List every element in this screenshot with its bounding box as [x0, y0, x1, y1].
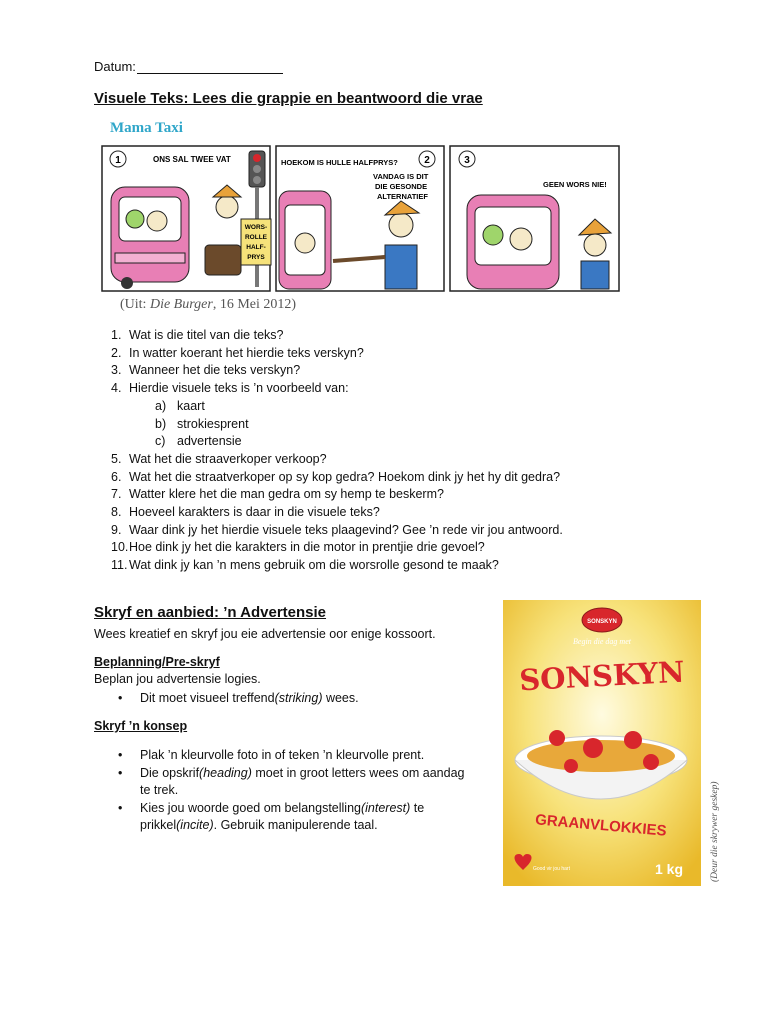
sign-line-2: ROLLE — [244, 234, 268, 241]
date-blank-line[interactable] — [137, 61, 283, 74]
caption-source: Die Burger — [149, 297, 213, 312]
panel-1-speech: ONS SAL TWEE VAT — [153, 155, 231, 164]
planning-text: Beplan jou advertensie logies. — [94, 672, 261, 686]
question-7: 7. Watter klere het die man gedra om sy hemp te beskerm? — [111, 487, 444, 502]
comic-title: Mama Taxi — [110, 120, 183, 136]
option-a: a) kaart — [155, 398, 205, 413]
planning-heading: Beplanning/Pre-skryf — [94, 655, 220, 669]
question-11: 11. Wat dink jy kan ’n mens gebruik om die worsrolle gesond te maak? — [111, 558, 499, 573]
question-5: 5. Wat het die straaverkoper verkoop? — [111, 451, 327, 466]
question-1: 1. Wat is die titel van die teks? — [111, 328, 284, 342]
cereal-product-name: GRAANVLOKKIES — [534, 811, 668, 840]
panel-2-speech-right-2: DIE GESONDE — [375, 182, 428, 191]
concept-bullet-1: • Plak ’n kleurvolle foto in of teken ’n kleurvolle prent. — [94, 747, 494, 765]
cereal-footer: Good vir jou hart — [533, 866, 570, 872]
cereal-emblem-text: SONSKYN — [587, 619, 617, 625]
panel-2-speech-right-3: ALTERNATIEF — [377, 192, 428, 201]
cereal-box-illustration — [501, 598, 727, 890]
question-6: 6. Wat het die straatverkoper op sy kop gedra? Hoekom dink jy het hy dit gedra? — [111, 469, 561, 484]
concept-heading: Skryf ’n konsep — [94, 719, 188, 733]
comic-panel-3 — [450, 146, 619, 291]
cereal-side-note: (Deur die skrywer geskep) — [710, 781, 720, 882]
sign-line-4: PRYS — [247, 254, 265, 261]
panel-1-number: 1 — [115, 155, 121, 166]
question-4: 4. Hierdie visuele teks is ’n voorbeeld van: — [111, 381, 349, 396]
section-heading-visual-text: Visuele Teks: Lees die grappie en beantwoord die vrae — [94, 90, 483, 107]
question-8: 8. Hoeveel karakters is daar in die visuele teks? — [111, 505, 380, 520]
date-label: Datum: — [94, 59, 136, 74]
panel-3-number: 3 — [464, 155, 470, 166]
caption-prefix: (Uit: — [120, 297, 150, 312]
question-10: 10. Hoe dink jy het die karakters in die motor in prentjie drie gevoel? — [111, 540, 485, 555]
cereal-brand: SONSKYN — [518, 654, 686, 698]
panel-3-speech: GEEN WORS NIE! — [543, 180, 607, 189]
comic-panel-1 — [102, 146, 271, 291]
section-heading-advertisement: Skryf en aanbied: ’n Advertensie — [94, 604, 327, 621]
sign-line-3: HALF- — [246, 244, 266, 251]
question-2: 2. In watter koerant het hierdie teks verskyn? — [111, 345, 364, 360]
comic-strip — [101, 145, 621, 293]
concept-bullet-3: • Kies jou woorde goed om belangstelling(interest) te prikkel(incite). Gebruik manipulerende taal. — [94, 800, 494, 835]
date-field — [94, 59, 283, 74]
caption-suffix: , 16 Mei 2012) — [212, 297, 297, 312]
comic-panel-2 — [276, 146, 444, 291]
question-3: 3. Wanneer het die teks verskyn? — [111, 363, 301, 378]
cereal-weight: 1 kg — [654, 861, 684, 877]
panel-2-speech-right-1: VANDAG IS DIT — [373, 172, 429, 181]
advert-intro: Wees kreatief en skryf jou eie advertensie oor enige kossoort. — [94, 627, 436, 641]
question-9: 9. Waar dink jy het hierdie visuele teks plaagevind? Gee ’n rede vir jou antwoord. — [111, 522, 563, 537]
question-list — [111, 327, 631, 575]
sign-line-1: WORS- — [244, 224, 268, 231]
planning-bullet: • Dit moet visueel treffend(striking) wees. — [94, 690, 359, 708]
concept-bullet-2: • Die opskrif(heading) moet in groot letters wees om aandag te trek. — [94, 765, 494, 800]
concept-bullets — [94, 747, 494, 835]
option-b: b) strokiesprent — [155, 416, 249, 431]
planning-bullets — [94, 690, 359, 708]
panel-2-speech-left: HOEKOM IS HULLE HALFPRYS? — [281, 158, 398, 167]
cereal-tagline: Begin die dag met — [573, 637, 631, 646]
panel-2-number: 2 — [424, 155, 430, 166]
option-c: c) advertensie — [155, 434, 242, 449]
comic-source-caption — [120, 297, 296, 313]
